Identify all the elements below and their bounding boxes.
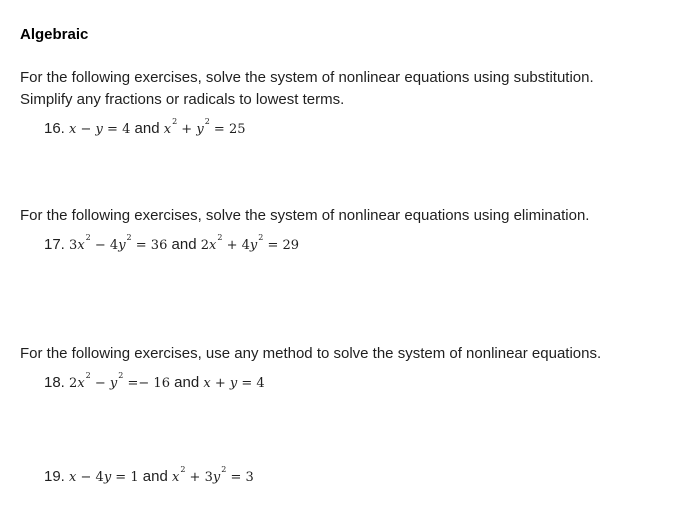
exercise-17 — [44, 235, 299, 257]
connector: and — [142, 468, 168, 485]
equation-2: $x^2 + y^2 = 25$ — [163, 117, 246, 137]
exercise-19 — [44, 467, 254, 489]
connector: and — [171, 236, 197, 253]
instruction-line: For the following exercises, use any method to solve the system of nonlinear equations. — [20, 345, 602, 362]
equation-1: $3x^2 - 4y^2 = 36$ — [69, 233, 168, 253]
instruction-line: Simplify any fractions or radicals to lowest terms. — [20, 91, 345, 108]
exercise-number: 17. — [44, 236, 65, 253]
exercise-18 — [44, 373, 265, 395]
exercise-number: 16. — [44, 120, 65, 137]
exercise-number: 18. — [44, 374, 65, 391]
instruction-elimination — [20, 205, 589, 227]
section-title: Algebraic — [20, 26, 89, 43]
equation-2: $x^2 + 3y^2 = 3$ — [171, 465, 254, 485]
connector: and — [174, 374, 200, 391]
equation-2: x + y = 4 — [203, 376, 265, 391]
equation-1: x − 4y = 1 — [69, 470, 139, 485]
equation-1: x − y = 4 — [69, 122, 131, 137]
equation-1: $2x^2 - y^2 =- 16$ — [69, 371, 170, 391]
exercise-16 — [44, 119, 245, 141]
connector: and — [134, 120, 160, 137]
instruction-line: For the following exercises, solve the system of nonlinear equations using elimination. — [20, 207, 590, 224]
instruction-line: For the following exercises, solve the system of nonlinear equations using substitution. — [20, 69, 594, 86]
equation-2: $2x^2 + 4y^2 = 29$ — [200, 233, 300, 253]
instruction-any-method — [20, 343, 601, 365]
instruction-substitution — [20, 67, 594, 111]
exercise-number: 19. — [44, 468, 65, 485]
